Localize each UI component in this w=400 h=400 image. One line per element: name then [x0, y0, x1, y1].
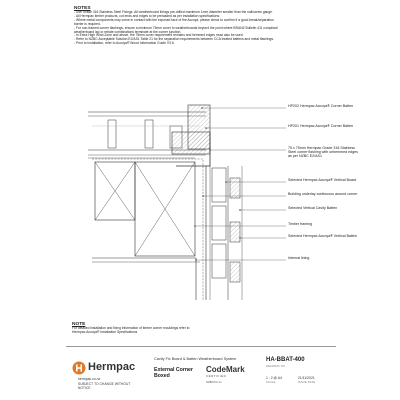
codemark-logo [206, 365, 254, 384]
drawing-number-label: DRAWING NO [266, 365, 286, 368]
callout-timber-framing: Timber framing [288, 222, 313, 226]
scale-label: SCALE [266, 381, 276, 384]
callout-cavity-batten: Selected Vertical Cavity Batten [288, 206, 338, 210]
callout-internal-lining: Internal lining [288, 256, 310, 260]
callout-underlay: Building underlay continuous around corner [288, 192, 358, 196]
issue-date: 21/11/2021 [298, 376, 315, 380]
note-item: - In Extra High Wind Zone and above, the 75mm cover requirement remains and hemmed edges must also be used. [74, 34, 284, 38]
vertical-batten-mark [108, 120, 116, 148]
callout-vertical-batten: Selected Hermpac Accoya® Vertical Batten [288, 234, 357, 238]
bottom-note-line: For detailed installation and fixing information of timber corner mouldings refer to [72, 326, 190, 330]
vertical-batten [230, 222, 240, 242]
note-item: - All Hermpac timber products, cut ends and edges to be preloaded as per installation specifications. [74, 15, 284, 19]
bottom-note-title: NOTE [72, 322, 86, 327]
vertical-batten [230, 262, 240, 282]
callout-hp201: HP201 Hermpac Accoya® Corner Batten [288, 124, 354, 128]
hermpac-logo [72, 359, 142, 390]
callout-flashing: 75 x 75mm Hermpac Grade 316 Stainless Steel corner flashing with unhemmed edges as per NZBC E2/AS1 [288, 146, 358, 159]
note-item: - For non-framed corner flashings, ensure a minimum 75mm cover to weatherboards beyond the point where BRANZ Bulletin 411 compliant weatherboard lap or rebate combinations terminate at the corner junction. [74, 27, 284, 35]
callout-hp202: HP202 Hermpac Accoya® Corner Batten [288, 104, 354, 108]
note-item: - Refer to NZBC Acceptable Solution E2/AS1 Table 21 for the separation requirements between CCA treated battens and metal flashings. [74, 38, 284, 42]
brand-url: hermpac.co.nz [78, 377, 101, 381]
bottom-note [72, 322, 312, 335]
bottom-note-line: Hermpac Accoya® Installation Specifications [72, 329, 138, 334]
project-title: Cavity Fix Board & Batten Weatherboard System [154, 357, 237, 361]
brand-name: Hermpac [88, 361, 136, 373]
codemark-text: CodeMark [206, 365, 245, 374]
scale-value: 1 : 2 @ A4 [266, 376, 282, 380]
issue-date-label: ISSUE DATE [298, 381, 316, 384]
drawing-number: HA-BBAT-400 [266, 357, 305, 363]
codemark-cert: NZBC/CC-H [206, 380, 222, 384]
timber-framing [92, 162, 200, 300]
notes-title: NOTES [74, 6, 91, 11]
note-item: - Where metal components may come in contact with the exposed face of the Accoya, please check to confirm if a good break/separation barrier is required. [74, 19, 284, 27]
note-item: - Prior to installation, refer to Accoya® Wood Information Guide V3.6. [74, 42, 284, 46]
corner-batten-hp201 [172, 132, 210, 154]
vertical-cladding [206, 166, 242, 300]
codemark-sub: CERTIFIED [206, 374, 227, 378]
callout-vertical-board: Selected Hermpac Accoya® Vertical Board [288, 178, 357, 182]
disclaimer: SUBJECT TO CHANGE WITHOUT NOTICE [78, 382, 131, 390]
title-block [66, 346, 336, 391]
vertical-batten [230, 178, 240, 198]
note-item: - Use Grade 316 Stainless Steel Fixings. All weatherboard fixings pre-drilled maximum 1mm diameter smaller than the nail/screw gauge. [74, 11, 284, 15]
vertical-batten-mark [145, 120, 153, 148]
hermpac-logo-icon [72, 361, 86, 375]
drawing-title: External Corner Boxed [154, 367, 193, 379]
building-underlay [92, 159, 203, 300]
corner-battens [172, 105, 210, 166]
